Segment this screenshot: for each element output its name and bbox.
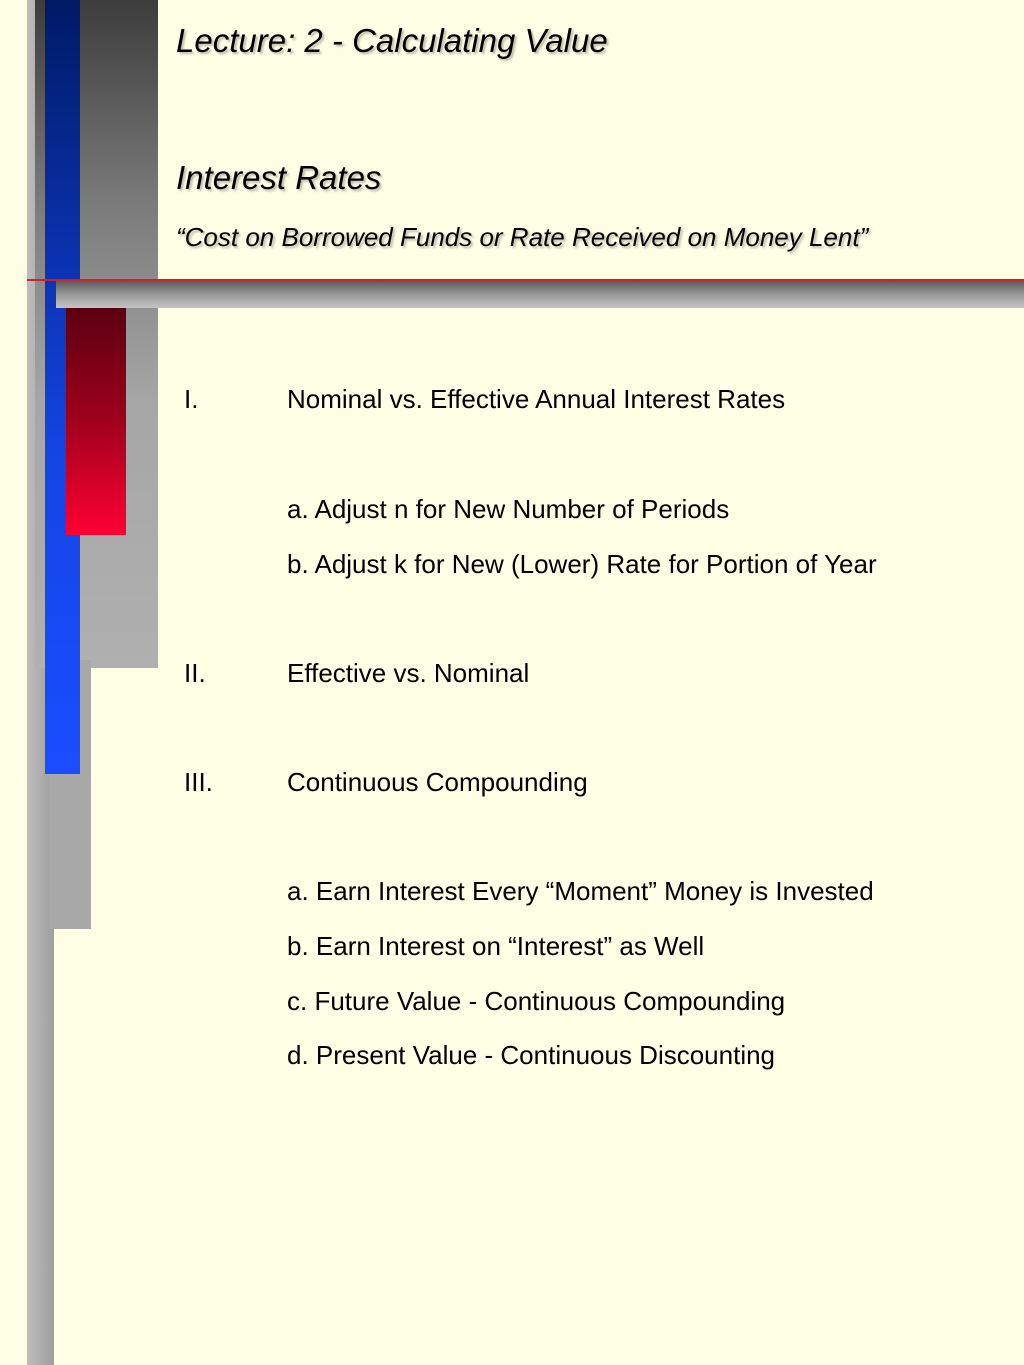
outline-text: c. Future Value - Continuous Compounding [287,986,786,1016]
header-gray-strip [56,281,1024,308]
outline-text: Nominal vs. Effective Annual Interest Rates [287,384,786,414]
outline-text: b. Adjust k for New (Lower) Rate for Portion of Year [287,549,877,579]
slide-title: Lecture: 2 - Calculating Value [176,22,608,59]
outline-text: Continuous Compounding [287,767,588,797]
outline-text: a. Adjust n for New Number of Periods [287,494,730,524]
outline-text: d. Present Value - Continuous Discounting [287,1040,776,1070]
slide-quote: “Cost on Borrowed Funds or Rate Received on Money Lent” [176,222,869,252]
outline-numeral: III. [184,767,213,797]
outline-text: Effective vs. Nominal [287,658,530,688]
outline-numeral: II. [184,658,206,688]
outline-numeral: I. [184,384,199,414]
slide-subtitle: Interest Rates [176,159,382,196]
outline-text: a. Earn Interest Every “Moment” Money is Invested [287,876,874,906]
outline-text: b. Earn Interest on “Interest” as Well [287,931,705,961]
decorative-bar-red [66,308,126,535]
